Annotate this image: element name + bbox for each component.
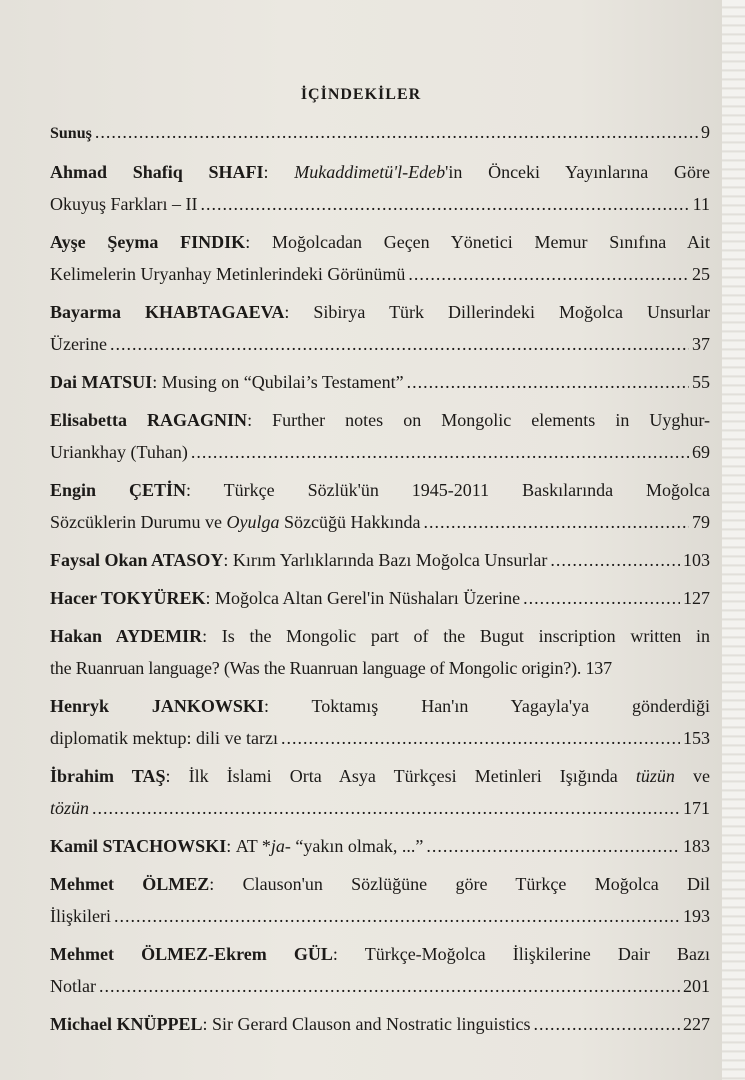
entry-title-italic: Mukaddimetü'l-Edeb xyxy=(294,162,446,182)
toc-line xyxy=(50,116,710,150)
toc-line xyxy=(50,296,710,328)
entry-title-cont: Kelimelerin Uryanhay Metinlerindeki Görünümü xyxy=(50,264,406,284)
toc-entry xyxy=(50,404,710,468)
toc-line xyxy=(50,436,710,468)
entry-author: Engin ÇETİN xyxy=(50,480,187,500)
toc-line xyxy=(50,652,710,684)
page-number: 227 xyxy=(683,1014,710,1034)
entry-author: Ahmad Shafiq SHAFI xyxy=(50,162,264,182)
page-number: 103 xyxy=(683,550,710,570)
entry-title-cont: Üzerine xyxy=(50,334,107,354)
separator: : xyxy=(284,302,290,322)
toc-entry xyxy=(50,544,710,576)
separator: : xyxy=(226,836,232,856)
toc-line xyxy=(50,366,710,398)
toc-line xyxy=(50,582,710,614)
page-number: 25 xyxy=(692,264,710,284)
page-number: 9 xyxy=(701,122,710,142)
separator: : xyxy=(165,766,171,786)
toc-entry xyxy=(50,690,710,754)
entry-author: Hakan AYDEMIR xyxy=(50,626,203,646)
page-number: 69 xyxy=(692,442,710,462)
dot-leader xyxy=(95,116,698,148)
dot-leader xyxy=(281,722,680,754)
page-number: 11 xyxy=(692,194,710,214)
dot-leader xyxy=(92,792,680,824)
toc-entry xyxy=(50,760,710,824)
dot-leader xyxy=(423,506,689,538)
entry-author: Hacer TOKYÜREK xyxy=(50,588,206,608)
entry-title-cont: İlişkileri xyxy=(50,906,111,926)
dot-leader xyxy=(533,1008,680,1040)
entry-title-cont: the Ruanruan language? (Was the Ruanruan language of Mongolic origin?). xyxy=(50,658,582,678)
entry-title-italic: ja- xyxy=(270,836,291,856)
toc-entry xyxy=(50,582,710,614)
toc-entry xyxy=(50,156,710,220)
toc-entry xyxy=(50,296,710,360)
entry-title-cont: Okuyuş Farkları – II xyxy=(50,194,198,214)
page-title: İÇİNDEKİLER xyxy=(300,86,422,103)
toc-line xyxy=(50,506,710,538)
dot-leader xyxy=(114,900,680,932)
page-number: 79 xyxy=(692,512,710,532)
toc-entry xyxy=(50,226,710,290)
toc-line xyxy=(50,690,710,722)
separator: : xyxy=(205,588,211,608)
separator: : xyxy=(263,162,269,182)
entry-author: Bayarma KHABTAGAEVA xyxy=(50,302,285,322)
toc-line xyxy=(50,620,710,652)
entry-title: Sibirya Türk Dillerindeki Moğolca Unsurlar xyxy=(313,302,711,322)
entry-author: Sunuş xyxy=(50,125,92,142)
separator: : xyxy=(245,232,251,252)
page-number: 183 xyxy=(683,836,710,856)
entry-title: Toktamış Han'ın Yagayla'ya gönderdiği xyxy=(311,696,710,716)
entry-title-cont: Notlar xyxy=(50,976,96,996)
toc-entry xyxy=(50,474,710,538)
toc-entry xyxy=(50,868,710,932)
entry-author: Michael KNÜPPEL xyxy=(50,1014,203,1034)
toc-line xyxy=(50,792,710,824)
entry-title-cont: diplomatik mektup: dili ve tarzı xyxy=(50,728,278,748)
toc-line xyxy=(50,970,710,1002)
toc-line xyxy=(50,544,710,576)
toc-line xyxy=(50,328,710,360)
entry-title: AT * xyxy=(235,836,271,856)
dot-leader xyxy=(191,436,689,468)
entry-title: Is the Mongolic part of the Bugut inscription written in xyxy=(221,626,711,646)
toc-line xyxy=(50,156,710,188)
entry-title-cont: Uriankhay (Tuhan) xyxy=(50,442,188,462)
separator: : xyxy=(202,1014,208,1034)
entry-title-cont: Sözcüklerin Durumu ve xyxy=(50,512,227,532)
entry-title: ve xyxy=(693,766,711,786)
separator: : xyxy=(152,372,158,392)
page-number: 153 xyxy=(683,728,710,748)
page-number: 55 xyxy=(692,372,710,392)
page-number: 193 xyxy=(683,906,710,926)
entry-author: Kamil STACHOWSKI xyxy=(50,836,227,856)
entry-title: Sir Gerard Clauson and Nostratic linguistics xyxy=(212,1014,531,1034)
dot-leader xyxy=(426,830,680,862)
toc-entry xyxy=(50,938,710,1002)
toc-line xyxy=(50,404,710,436)
entry-author: Elisabetta RAGAGNIN xyxy=(50,410,248,430)
separator: : xyxy=(202,626,208,646)
toc-entry xyxy=(50,1008,710,1040)
toc-line xyxy=(50,938,710,970)
toc-line xyxy=(50,258,710,290)
entry-title: 'in Önceki Yayınlarına Göre xyxy=(445,162,710,182)
entry-author: Mehmet ÖLMEZ-Ekrem GÜL xyxy=(50,944,333,964)
toc-entry xyxy=(50,620,710,684)
toc-line xyxy=(50,830,710,862)
page-number: 137 xyxy=(585,658,612,678)
separator: : xyxy=(247,410,253,430)
toc-line xyxy=(50,1008,710,1040)
entry-title: Moğolcadan Geçen Yönetici Memur Sınıfına Ait xyxy=(271,232,711,252)
separator: : xyxy=(223,550,229,570)
entry-title-italic: Oyulga xyxy=(226,512,280,532)
toc-line xyxy=(50,188,710,220)
page-number: 37 xyxy=(692,334,710,354)
page-number: 201 xyxy=(683,976,710,996)
entry-title: Moğolca Altan Gerel'in Nüshaları Üzerine xyxy=(215,588,521,608)
page-number: 171 xyxy=(683,798,710,818)
entry-author: İbrahim TAŞ xyxy=(50,766,166,786)
dot-leader xyxy=(523,582,680,614)
toc-line xyxy=(50,722,710,754)
toc-entry xyxy=(50,366,710,398)
entry-title-cont: Sözcüğü Hakkında xyxy=(279,512,421,532)
entry-title: Kırım Yarlıklarında Bazı Moğolca Unsurlar xyxy=(232,550,548,570)
table-of-contents xyxy=(50,116,710,1046)
entry-title: Türkçe Sözlük'ün 1945-2011 Baskılarında Moğolca xyxy=(223,480,711,500)
entry-title: Musing on “Qubilai’s Testament” xyxy=(161,372,404,392)
entry-title: Further notes on Mongolic elements in Uyghur- xyxy=(272,410,710,430)
toc-line xyxy=(50,900,710,932)
entry-author: Henryk JANKOWSKI xyxy=(50,696,264,716)
toc-line xyxy=(50,226,710,258)
toc-line xyxy=(50,474,710,506)
entry-title: İlk İslami Orta Asya Türkçesi Metinleri Işığında xyxy=(188,766,618,786)
dot-leader xyxy=(407,366,689,398)
dot-leader xyxy=(550,544,680,576)
page-number: 127 xyxy=(683,588,710,608)
toc-entry xyxy=(50,116,710,150)
entry-title: Türkçe-Moğolca İlişkilerine Dair Bazı xyxy=(364,944,710,964)
toc-line xyxy=(50,760,710,792)
dot-leader xyxy=(110,328,689,360)
entry-author: Mehmet ÖLMEZ xyxy=(50,874,210,894)
separator: : xyxy=(209,874,215,894)
entry-author: Faysal Okan ATASOY xyxy=(50,550,224,570)
entry-title-italic: tözün xyxy=(50,798,90,818)
toc-entry xyxy=(50,830,710,862)
toc-line xyxy=(50,868,710,900)
page-edges xyxy=(722,0,745,1080)
separator: : xyxy=(186,480,192,500)
separator: : xyxy=(263,696,269,716)
separator: : xyxy=(332,944,338,964)
dot-leader xyxy=(200,188,689,220)
entry-title-italic: tüzün xyxy=(635,766,675,786)
entry-title: “yakın olmak, ...” xyxy=(290,836,424,856)
entry-author: Ayşe Şeyma FINDIK xyxy=(50,232,246,252)
dot-leader xyxy=(408,258,689,290)
entry-author: Dai MATSUI xyxy=(50,372,153,392)
entry-title: Clauson'un Sözlüğüne göre Türkçe Moğolca Dil xyxy=(242,874,710,894)
dot-leader xyxy=(99,970,680,1002)
